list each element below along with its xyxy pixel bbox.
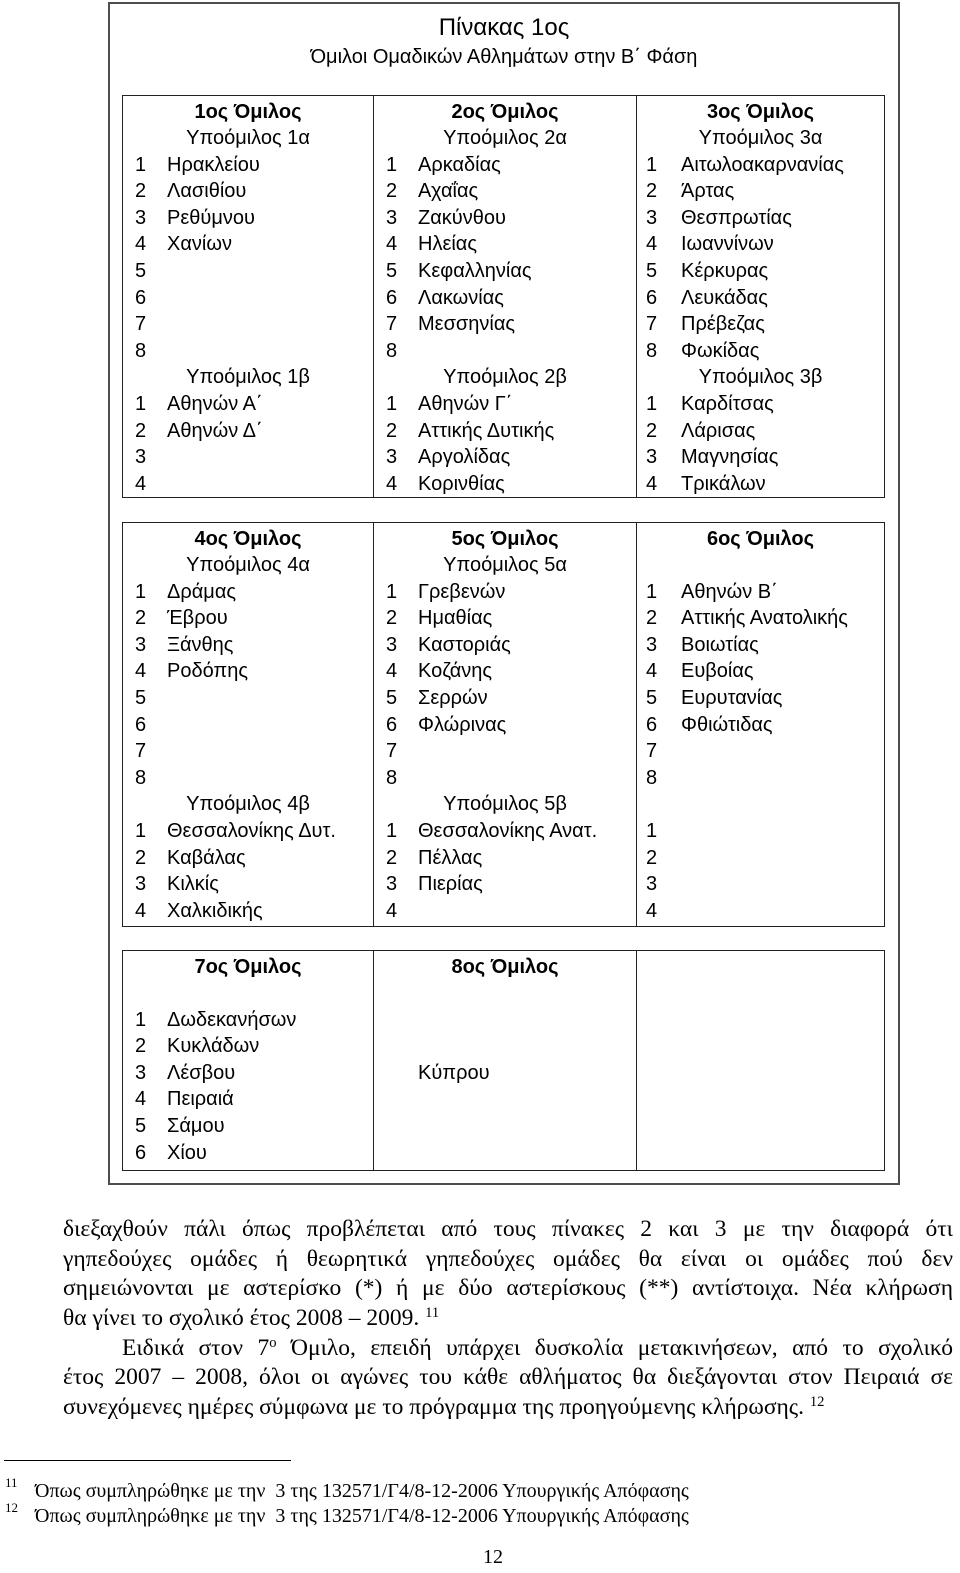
team-name: Χίου (167, 1141, 207, 1164)
team-name: Σάμου (167, 1115, 225, 1138)
team-number: 1 (135, 580, 147, 603)
team-name: Φωκίδας (681, 339, 760, 362)
page-title: Πίνακας 1ος (438, 14, 570, 41)
team-name: Λασιθίου (167, 180, 247, 203)
team-number: 6 (135, 286, 147, 309)
groups-table-1 (122, 95, 885, 498)
team-name: Κύπρου (418, 1061, 490, 1084)
team-row (123, 418, 373, 445)
team-name: Πέλλας (418, 846, 483, 869)
team-name: Αργολίδας (418, 446, 511, 469)
subgroup-label: Υποόμιλος 5α (443, 554, 567, 577)
team-number: 3 (646, 206, 658, 229)
team-row (637, 178, 884, 205)
team-row (374, 871, 636, 898)
team-number: 2 (646, 419, 658, 442)
team-number: 4 (135, 899, 147, 922)
group-column (636, 523, 884, 926)
team-number: 2 (386, 607, 398, 630)
team-name: Λέσβου (167, 1061, 236, 1084)
group-title: 6ος Όμιλος (706, 527, 815, 550)
team-row (123, 579, 373, 606)
team-number: 1 (386, 153, 398, 176)
body-text (63, 1215, 953, 1423)
team-row (374, 818, 636, 845)
team-row (374, 712, 636, 739)
team-number: 3 (386, 206, 398, 229)
team-name: Λακωνίας (418, 286, 504, 309)
team-row (637, 658, 884, 685)
paragraph-line: σημειώνονται με αστερίσκο (*) ή με δύο αστερίσκους (**) αντίστοιχα. Νέα κλήρωση (63, 1275, 953, 1302)
team-name: Τρικάλων (681, 472, 766, 495)
team-number: 3 (386, 633, 398, 656)
team-row (637, 471, 884, 498)
paragraph-line: διεξαχθούν πάλι όπως προβλέπεται από τους πίνακες 2 και 3 με την διαφορά ότι (63, 1216, 953, 1242)
groups-table-2 (122, 522, 885, 927)
team-name: Αθηνών Β΄ (681, 580, 778, 603)
team-number: 5 (646, 260, 658, 283)
team-row (637, 311, 884, 338)
team-number: 2 (646, 180, 658, 203)
team-number: 3 (135, 873, 147, 896)
team-row (123, 871, 373, 898)
team-number: 8 (646, 766, 658, 789)
team-row (637, 231, 884, 258)
group-title: 1ος Όμιλος (194, 100, 302, 123)
team-row (374, 231, 636, 258)
subgroup-label: Υποόμιλος 1β (186, 366, 310, 389)
team-name: Καστοριάς (418, 633, 511, 656)
team-name: Χαλκιδικής (167, 899, 263, 922)
team-row (637, 712, 884, 739)
team-number: 1 (646, 393, 658, 416)
team-name: Ξάνθης (167, 633, 234, 656)
team-number: 3 (135, 206, 147, 229)
team-number: 2 (135, 1035, 147, 1058)
team-name: Αττικής Ανατολικής (681, 607, 848, 630)
team-name: Θεσσαλονίκης Ανατ. (418, 820, 598, 843)
team-number: 2 (135, 846, 147, 869)
team-number: 1 (386, 580, 398, 603)
team-number: 2 (135, 419, 147, 442)
footnote-text: Όπως συμπληρώθηκε με την 3 της 132571/Γ4/8-12-2006 Υπουργικής Απόφασης (35, 1505, 689, 1527)
subgroup-label: Υποόμιλος 4α (186, 554, 310, 577)
team-number: 6 (386, 286, 398, 309)
group-column (123, 96, 373, 497)
team-name: Πρέβεζας (681, 313, 765, 336)
blank-row (374, 1033, 636, 1060)
team-number: 4 (646, 233, 658, 256)
team-number: 3 (646, 873, 658, 896)
group-column (123, 523, 373, 926)
team-name: Φθιώτιδας (681, 713, 773, 736)
team-name: Σερρών (418, 687, 488, 710)
team-row (123, 1060, 373, 1087)
team-row (637, 258, 884, 285)
team-row (374, 391, 636, 418)
team-name: Φλώρινας (418, 713, 507, 736)
team-row (123, 444, 373, 471)
team-number: 5 (135, 687, 147, 710)
subgroup-label: Υποόμιλος 5β (443, 793, 567, 816)
group-title: 8ος Όμιλος (451, 955, 559, 978)
team-name: Ηρακλείου (167, 153, 260, 176)
blank-row (637, 552, 884, 579)
team-name: Άρτας (681, 180, 735, 203)
team-row (374, 1060, 636, 1087)
team-row (374, 765, 636, 792)
team-number: 1 (135, 1008, 147, 1031)
team-row (637, 605, 884, 632)
team-row (123, 1140, 373, 1167)
team-row (374, 285, 636, 312)
team-number: 8 (386, 766, 398, 789)
team-name: Μαγνησίας (681, 446, 779, 469)
team-number: 4 (386, 472, 398, 495)
team-row (374, 471, 636, 498)
paragraph-line-text: συνεχόμενες ημέρες σύμφωνα με το πρόγραμμα της προηγούμενης κλήρωσης. (63, 1393, 804, 1420)
group-column (373, 951, 636, 1170)
team-name: Κυκλάδων (167, 1035, 260, 1058)
team-name: Κεφαλληνίας (418, 260, 532, 283)
team-number: 1 (646, 820, 658, 843)
team-row (123, 1086, 373, 1113)
team-name: Ημαθίας (418, 607, 493, 630)
team-number: 4 (386, 660, 398, 683)
page-subtitle: Όμιλοι Ομαδικών Αθλημάτων στην Β΄ Φάση (310, 46, 698, 68)
team-name: Καβάλας (167, 846, 246, 869)
group-title: 3ος Όμιλος (706, 100, 815, 123)
team-name: Θεσσαλονίκης Δυτ. (167, 820, 336, 843)
team-name: Ροδόπης (167, 660, 248, 683)
team-row (123, 178, 373, 205)
team-number: 2 (135, 180, 147, 203)
team-number: 1 (135, 393, 147, 416)
team-row (123, 685, 373, 712)
team-number: 3 (135, 446, 147, 469)
team-row (637, 152, 884, 179)
team-name: Ηλείας (418, 233, 478, 256)
paragraph-line-text: Όμιλο, επειδή υπάρχει δυσκολία μετακινήσεων, από το σχολικό (276, 1334, 953, 1361)
team-number: 2 (386, 180, 398, 203)
team-number: 6 (646, 713, 658, 736)
blank-row (637, 791, 884, 818)
team-number: 8 (135, 766, 147, 789)
team-row (637, 845, 884, 872)
team-number: 7 (646, 740, 658, 763)
footnote (0, 1500, 960, 1528)
team-name: Καρδίτσας (681, 393, 774, 416)
team-name: Χανίων (167, 233, 232, 256)
blank-row (374, 1007, 636, 1034)
team-number: 3 (646, 446, 658, 469)
paragraph-line-text: Ειδικά στον 7 (122, 1334, 270, 1361)
team-row (123, 152, 373, 179)
team-name: Κέρκυρας (681, 260, 769, 283)
team-number: 6 (135, 1141, 147, 1164)
team-row (123, 258, 373, 285)
team-number: 2 (135, 607, 147, 630)
team-row (123, 338, 373, 365)
team-row (123, 1007, 373, 1034)
team-name: Ιωαννίνων (681, 233, 774, 256)
footnote-reference: 11 (425, 1304, 440, 1321)
team-number: 1 (646, 153, 658, 176)
team-row (637, 205, 884, 232)
group-column (373, 96, 636, 497)
team-number: 5 (135, 1115, 147, 1138)
team-number: 1 (135, 820, 147, 843)
team-number: 5 (135, 260, 147, 283)
team-number: 3 (386, 873, 398, 896)
team-name: Κορινθίας (418, 472, 505, 495)
paragraph-line (63, 1334, 953, 1364)
subgroup-label: Υποόμιλος 3β (698, 366, 823, 389)
team-row (123, 471, 373, 498)
team-number: 6 (646, 286, 658, 309)
team-name: Βοιωτίας (681, 633, 759, 656)
group-title: 5ος Όμιλος (451, 527, 559, 550)
team-row (123, 658, 373, 685)
team-name: Έβρου (167, 607, 228, 630)
team-row (637, 391, 884, 418)
paragraph-line (63, 1393, 953, 1423)
team-row (123, 818, 373, 845)
subgroup-label: Υποόμιλος 4β (186, 793, 310, 816)
footnote-reference: 12 (809, 1393, 825, 1410)
subgroup-label: Υποόμιλος 3α (698, 127, 823, 150)
team-row (123, 845, 373, 872)
team-row (374, 605, 636, 632)
team-row (374, 152, 636, 179)
team-row (374, 258, 636, 285)
team-row (123, 1113, 373, 1140)
group-column (636, 951, 884, 1170)
group-title: 7ος Όμιλος (194, 955, 302, 978)
paragraph-line: γηπεδούχες ομάδες ή θεωρητικά γηπεδούχες ομάδες θα είναι οι ομάδες πού δεν (63, 1245, 953, 1272)
team-row (123, 391, 373, 418)
team-number: 1 (386, 393, 398, 416)
team-name: Δράμας (167, 580, 237, 603)
team-name: Ευβοίας (681, 660, 754, 683)
team-number: 4 (386, 899, 398, 922)
blank-row (123, 980, 373, 1007)
team-row (374, 444, 636, 471)
subgroup-label: Υποόμιλος 2β (443, 366, 567, 389)
footnote (0, 1475, 960, 1503)
team-name: Θεσπρωτίας (681, 206, 792, 229)
team-row (123, 311, 373, 338)
team-row (374, 311, 636, 338)
paragraph-line: έτος 2007 – 2008, όλοι οι αγώνες του κάθε αθλήματος θα διεξάγονται στον Πειραιά σε (63, 1364, 953, 1391)
team-number: 6 (386, 713, 398, 736)
team-number: 2 (646, 607, 658, 630)
team-row (374, 338, 636, 365)
paragraph-line-text: θα γίνει το σχολικό έτος 2008 – 2009. (63, 1304, 420, 1331)
team-row (123, 205, 373, 232)
group-title: 2ος Όμιλος (451, 100, 559, 123)
team-row (374, 205, 636, 232)
team-row (123, 1033, 373, 1060)
team-row (637, 818, 884, 845)
team-number: 1 (646, 580, 658, 603)
team-row (637, 632, 884, 659)
team-row (637, 738, 884, 765)
team-row (374, 632, 636, 659)
team-number: 5 (646, 687, 658, 710)
team-name: Πιερίας (418, 873, 483, 896)
team-number: 4 (135, 660, 147, 683)
team-number: 4 (646, 660, 658, 683)
team-number: 4 (135, 1088, 147, 1111)
team-row (637, 871, 884, 898)
team-name: Αθηνών Γ΄ (418, 393, 513, 416)
team-name: Κιλκίς (167, 873, 219, 896)
team-row (637, 444, 884, 471)
team-number: 1 (386, 820, 398, 843)
team-row (637, 338, 884, 365)
team-number: 3 (135, 633, 147, 656)
team-row (123, 898, 373, 925)
blank-row (374, 980, 636, 1007)
team-row (123, 605, 373, 632)
subgroup-label: Υποόμιλος 1α (186, 127, 310, 150)
team-name: Ζακύνθου (418, 206, 506, 229)
team-row (374, 178, 636, 205)
team-row (123, 712, 373, 739)
team-name: Αχαΐας (418, 180, 479, 203)
team-row (374, 898, 636, 925)
team-number: 3 (135, 1061, 147, 1084)
team-name: Ρεθύμνου (167, 206, 255, 229)
team-row (637, 898, 884, 925)
footnote-marker: 12 (5, 1500, 18, 1515)
team-number: 4 (135, 233, 147, 256)
team-name: Αθηνών Δ΄ (167, 419, 263, 442)
team-number: 4 (386, 233, 398, 256)
team-number: 3 (386, 446, 398, 469)
team-name: Αθηνών Α΄ (167, 393, 263, 416)
team-name: Πειραιά (167, 1088, 234, 1111)
team-number: 5 (386, 687, 398, 710)
team-row (374, 845, 636, 872)
team-number: 6 (135, 713, 147, 736)
team-name: Μεσσηνίας (418, 313, 516, 336)
team-name: Αρκαδίας (418, 153, 501, 176)
group-column (636, 96, 884, 497)
team-row (123, 231, 373, 258)
team-row (374, 658, 636, 685)
group-title: 4ος Όμιλος (194, 527, 302, 550)
team-number: 7 (135, 313, 147, 336)
team-number: 7 (135, 740, 147, 763)
team-name: Γρεβενών (418, 580, 506, 603)
team-number: 7 (386, 740, 398, 763)
footnote-marker: 11 (5, 1475, 18, 1490)
team-row (374, 685, 636, 712)
team-name: Αττικής Δυτικής (418, 419, 555, 442)
team-number: 8 (135, 339, 147, 362)
paragraph-line (63, 1304, 953, 1334)
team-row (123, 765, 373, 792)
team-row (123, 632, 373, 659)
team-row (637, 285, 884, 312)
team-number: 4 (646, 899, 658, 922)
ordinal-superscript: ο (269, 1334, 277, 1351)
team-name: Λευκάδας (681, 286, 768, 309)
group-column (123, 951, 373, 1170)
team-row (637, 765, 884, 792)
team-row (637, 418, 884, 445)
team-number: 8 (646, 339, 658, 362)
footnote-separator (4, 1460, 291, 1461)
team-number: 8 (386, 339, 398, 362)
team-name: Κοζάνης (418, 660, 493, 683)
team-number: 3 (646, 633, 658, 656)
team-name: Λάρισας (681, 419, 756, 442)
team-number: 4 (135, 472, 147, 495)
team-row (637, 685, 884, 712)
team-row (123, 285, 373, 312)
groups-table-3 (122, 950, 885, 1171)
team-number: 1 (135, 153, 147, 176)
subgroup-label: Υποόμιλος 2α (443, 127, 567, 150)
footnote-text: Όπως συμπληρώθηκε με την 3 της 132571/Γ4/8-12-2006 Υπουργικής Απόφασης (35, 1480, 689, 1502)
team-number: 5 (386, 260, 398, 283)
team-name: Αιτωλοακαρνανίας (681, 153, 844, 176)
team-row (374, 579, 636, 606)
page-number: 12 (483, 1546, 503, 1568)
team-number: 2 (386, 846, 398, 869)
team-number: 7 (386, 313, 398, 336)
team-name: Δωδεκανήσων (167, 1008, 297, 1031)
team-row (123, 738, 373, 765)
team-number: 2 (386, 419, 398, 442)
team-row (374, 418, 636, 445)
team-row (637, 579, 884, 606)
team-name: Ευρυτανίας (681, 687, 783, 710)
group-column (373, 523, 636, 926)
team-number: 7 (646, 313, 658, 336)
team-row (374, 738, 636, 765)
team-number: 4 (646, 472, 658, 495)
team-number: 2 (646, 846, 658, 869)
